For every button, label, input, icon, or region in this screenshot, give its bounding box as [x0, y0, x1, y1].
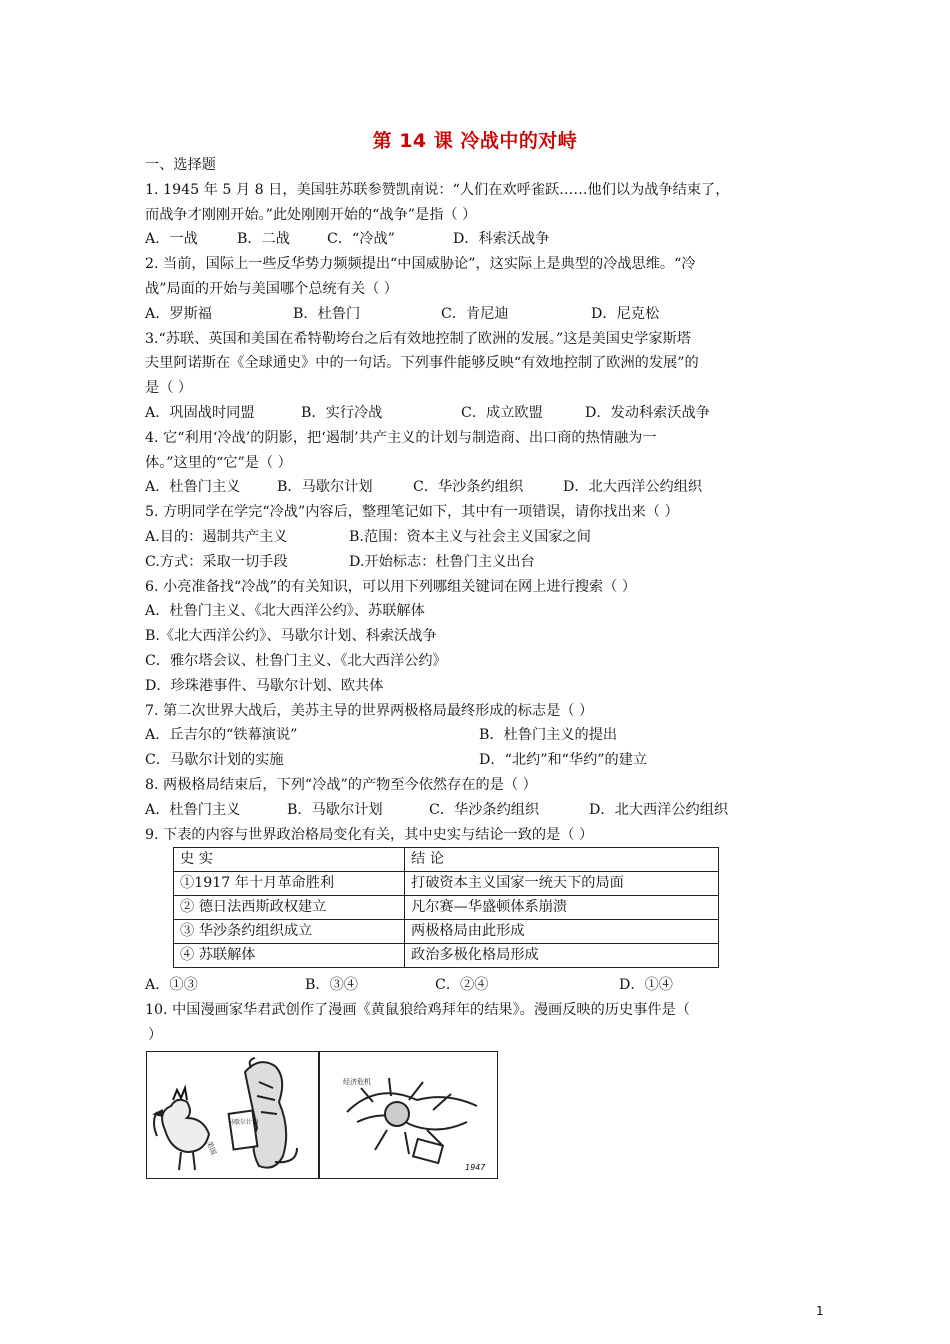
q4-option-c: C．华沙条约组织 [413, 479, 524, 496]
q1-option-d: D．科索沃战争 [453, 231, 550, 248]
q6-line1: 6. 小亮准备找“冷战”的有关知识，可以用下列哪组关键词在网上进行搜索（ ） [145, 578, 637, 595]
q7-option-b: B．杜鲁门主义的提出 [479, 727, 618, 744]
q4-options [145, 475, 810, 500]
q2-option-d: D．尼克松 [591, 305, 660, 322]
q5-option-b: B.范围：资本主义与社会主义国家之间 [349, 528, 591, 545]
table-row [174, 920, 719, 944]
q10-line2: ） [148, 1026, 163, 1043]
q6-option-c: C．雅尔塔会议、杜鲁门主义、《北大西洋公约》 [145, 652, 447, 669]
q5-option-a: A.目的：遏制共产主义 [145, 528, 288, 545]
q8-option-b: B．马歇尔计划 [287, 801, 383, 818]
q3-line1: 3.“苏联、英国和美国在希特勒垮台之后有效地控制了欧洲的发展。”这是美国史学家斯塔 [145, 330, 691, 347]
q8-options [145, 798, 810, 823]
q7-line1: 7. 第二次世界大战后，美苏主导的世界两极格局最终形成的标志是（ ） [145, 702, 594, 719]
q1-line1: 1. 1945 年 5 月 8 日，美国驻苏联参赞凯南说：“人们在欢呼雀跃……他们以为战争结束了， [145, 181, 730, 198]
table-cell: ② 德日法西斯政权建立 [174, 896, 405, 920]
q6-option-d: D．珍珠港事件、马歇尔计划、欧共体 [145, 677, 384, 694]
q3-line3: 是（ ） [145, 380, 193, 397]
q7-option-a: A．丘吉尔的“铁幕演说” [145, 727, 298, 744]
q5-options-ab [145, 525, 810, 550]
q9-table [173, 847, 719, 968]
q8-line1: 8. 两极格局结束后，下列“冷战”的产物至今依然存在的是（ ） [145, 776, 537, 793]
q2-line2: 战”局面的开始与美国哪个总统有关（ ） [145, 280, 398, 297]
q1-option-c: C．“冷战” [327, 231, 395, 248]
page-title: 第 14 课 冷战中的对峙 [372, 130, 578, 152]
q1-options [145, 227, 810, 252]
q2-option-b: B．杜鲁门 [293, 305, 361, 322]
cartoon-drawing [147, 1052, 497, 1178]
q5-options-cd [145, 550, 810, 575]
q9-options [145, 973, 810, 998]
table-row [174, 896, 719, 920]
q3-option-b: B．实行冷战 [301, 404, 383, 421]
table-cell: ④ 苏联解体 [174, 944, 405, 968]
q1-option-a: A．一战 [145, 231, 198, 248]
q8-option-d: D．北大西洋公约组织 [589, 801, 729, 818]
q2-option-c: C．肯尼迪 [441, 305, 509, 322]
q7-options-ab [145, 723, 810, 748]
q5-line1: 5. 方明同学在学完“冷战”内容后，整理笔记如下，其中有一项错误，请你找出来（ ） [145, 504, 679, 521]
table-cell: 凡尔赛—华盛顿体系崩溃 [405, 896, 719, 920]
q4-option-a: A．杜鲁门主义 [145, 479, 241, 496]
q4-line2: 体。”这里的“它”是（ ） [145, 454, 292, 471]
q2-option-a: A．罗斯福 [145, 305, 212, 322]
q3-line2: 夫里阿诺斯在《全球通史》中的一句话。下列事件能够反映“有效地控制了欧洲的发展”的 [145, 355, 699, 372]
questions-block [145, 153, 810, 847]
q9-option-d: D．①④ [619, 977, 673, 993]
q4-option-d: D．北大西洋公约组织 [563, 479, 703, 496]
q8-option-a: A．杜鲁门主义 [145, 801, 241, 818]
q2-line1: 2. 当前，国际上一些反华势力频频提出“中国威胁论”，这实际上是典型的冷战思维。“冷 [145, 256, 696, 273]
rooster-label: 美国 [205, 1139, 218, 1156]
q6-option-a: A．杜鲁门主义、《北大西洋公约》、苏联解体 [145, 603, 425, 620]
q7-option-d: D．“北约”和“华约”的建立 [479, 752, 648, 769]
sign-text: 马歇尔计划 [227, 1119, 259, 1126]
q6-option-b: B.《北大西洋公约》、马歇尔计划、科索沃战争 [145, 628, 437, 645]
q5-option-d: D.开始标志：杜鲁门主义出台 [349, 553, 535, 570]
q1-option-b: B．二战 [237, 231, 290, 248]
cartoon-image [146, 1051, 498, 1179]
q9-option-c: C．②④ [435, 977, 489, 993]
page-number: 1 [816, 1304, 824, 1318]
q3-option-a: A．巩固战时同盟 [145, 404, 255, 421]
section-heading: 一、选择题 [145, 157, 216, 173]
table-row [174, 944, 719, 968]
rooster-icon [154, 1088, 209, 1170]
questions-block-2 [145, 973, 810, 1047]
table-header-cell: 史 实 [174, 848, 405, 872]
year-label: 1947 [465, 1163, 486, 1172]
q1-line2: 而战争才刚刚开始。”此处刚刚开始的“战争”是指（ ） [145, 206, 477, 223]
q9-option-b: B．③④ [305, 977, 358, 993]
q9-line1: 9. 下表的内容与世界政治格局变化有关，其中史实与结论一致的是（ ） [145, 826, 594, 843]
q4-line1: 4. 它“利用‘冷战’的阴影，把‘遏制’共产主义的计划与制造商、出口商的热情融为一 [145, 429, 657, 446]
table-cell: 政治多极化格局形成 [405, 944, 719, 968]
table-cell: 两极格局由此形成 [405, 920, 719, 944]
q3-option-d: D．发动科索沃战争 [585, 404, 710, 421]
crisis-label: 经济危机 [343, 1078, 371, 1086]
q4-option-b: B．马歇尔计划 [277, 479, 373, 496]
table-header-cell: 结 论 [405, 848, 719, 872]
q3-option-c: C．成立欧盟 [461, 404, 543, 421]
q8-option-c: C．华沙条约组织 [429, 801, 540, 818]
table-cell: ①1917 年十月革命胜利 [174, 872, 405, 896]
q2-options [145, 302, 810, 327]
q9-option-a: A．①③ [145, 977, 198, 993]
q10-line1: 10. 中国漫画家华君武创作了漫画《黄鼠狼给鸡拜年的结果》。漫画反映的历史事件是（ [145, 1001, 690, 1018]
q7-options-cd [145, 748, 810, 773]
table-row [174, 872, 719, 896]
q3-options [145, 401, 810, 426]
q7-option-c: C．马歇尔计划的实施 [145, 752, 284, 769]
q5-option-c: C.方式：采取一切手段 [145, 553, 288, 570]
fight-scene-icon [347, 1078, 477, 1163]
sign-paper [228, 1111, 258, 1150]
table-cell: 打破资本主义国家一统天下的局面 [405, 872, 719, 896]
table-cell: ③ 华沙条约组织成立 [174, 920, 405, 944]
table-header-row [174, 848, 719, 872]
